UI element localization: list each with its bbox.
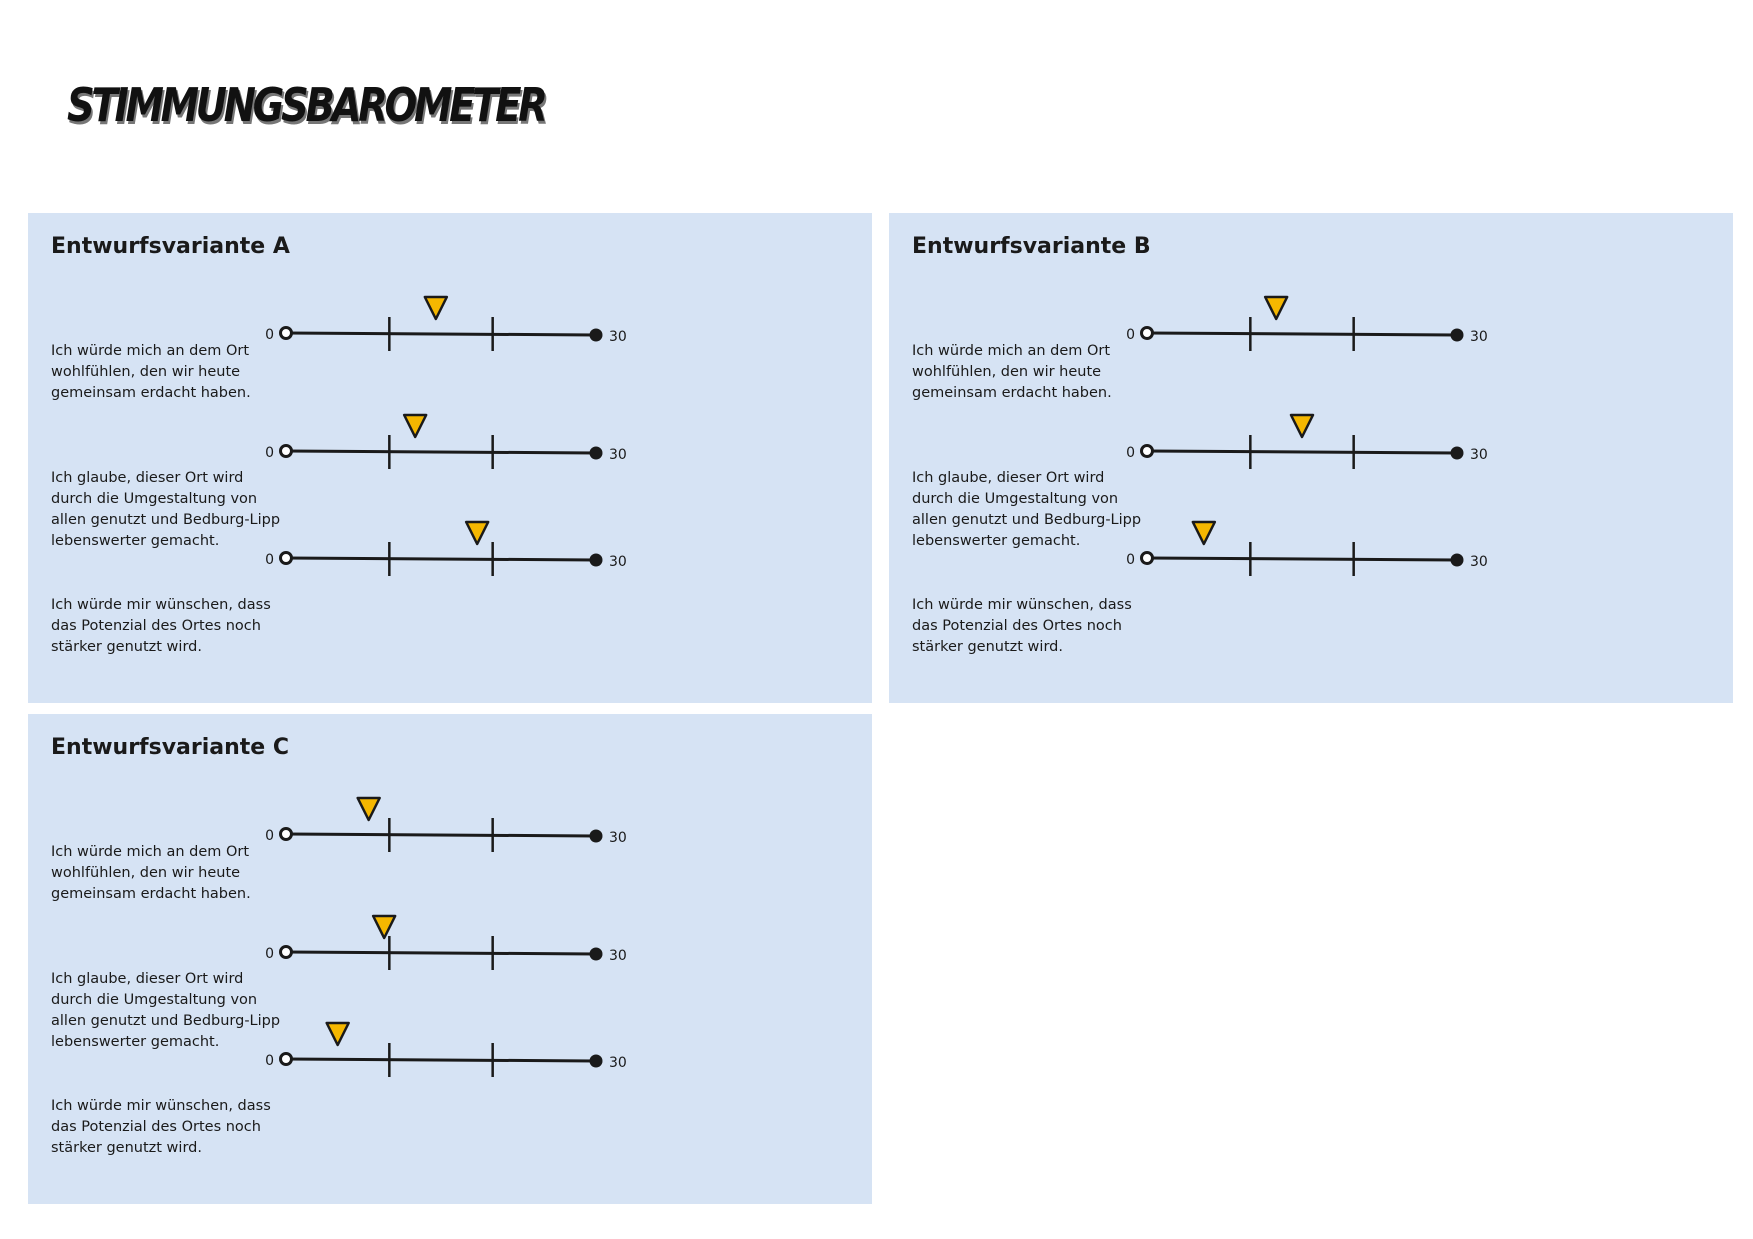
rating-marker bbox=[1291, 415, 1313, 437]
scale-start-dot bbox=[281, 829, 292, 840]
scale-start-dot bbox=[281, 328, 292, 339]
scale-end-dot bbox=[590, 830, 603, 843]
scale-start-dot bbox=[281, 553, 292, 564]
scale-min-label: 0 bbox=[1126, 445, 1135, 461]
scale-line bbox=[1147, 333, 1457, 335]
question-text: Ich würde mir wünschen, dass das Potenzial des Ortes noch stärker genutzt wird. bbox=[51, 597, 271, 655]
scale-start-dot bbox=[1142, 446, 1153, 457]
question-text: Ich würde mich an dem Ort wohlfühlen, den wir heute gemeinsam erdacht haben. bbox=[51, 844, 251, 902]
panel-title: Entwurfsvariante A bbox=[51, 234, 290, 259]
scale-max-label: 30 bbox=[609, 948, 627, 964]
scale-end-dot bbox=[590, 447, 603, 460]
scale-line bbox=[1147, 558, 1457, 560]
scale-max-label: 30 bbox=[609, 447, 627, 463]
rating-marker bbox=[404, 415, 426, 437]
panel-variant-a bbox=[28, 213, 872, 703]
rating-scales bbox=[28, 714, 872, 1204]
scale-max-label: 30 bbox=[1470, 554, 1488, 570]
scale-start-dot bbox=[1142, 328, 1153, 339]
scale-min-label: 0 bbox=[1126, 552, 1135, 568]
scale-min-label: 0 bbox=[265, 552, 274, 568]
scale-start-dot bbox=[281, 947, 292, 958]
panel-variant-b bbox=[889, 213, 1733, 703]
scale-end-dot bbox=[590, 948, 603, 961]
scale-max-label: 30 bbox=[609, 329, 627, 345]
scale-line bbox=[286, 834, 596, 836]
scale-min-label: 0 bbox=[265, 946, 274, 962]
scale-end-dot bbox=[1451, 554, 1464, 567]
scale-min-label: 0 bbox=[1126, 327, 1135, 343]
scale-min-label: 0 bbox=[265, 445, 274, 461]
scale-line bbox=[286, 952, 596, 954]
question-text: Ich würde mir wünschen, dass das Potenzial des Ortes noch stärker genutzt wird. bbox=[912, 597, 1132, 655]
question-text: Ich würde mich an dem Ort wohlfühlen, den wir heute gemeinsam erdacht haben. bbox=[51, 343, 251, 401]
scale-end-dot bbox=[590, 329, 603, 342]
scale-max-label: 30 bbox=[1470, 329, 1488, 345]
question-text: Ich würde mich an dem Ort wohlfühlen, den wir heute gemeinsam erdacht haben. bbox=[912, 343, 1112, 401]
scale-min-label: 0 bbox=[265, 327, 274, 343]
scale-line bbox=[286, 333, 596, 335]
scale-line bbox=[286, 558, 596, 560]
scale-end-dot bbox=[1451, 447, 1464, 460]
scale-start-dot bbox=[1142, 553, 1153, 564]
scale-max-label: 30 bbox=[609, 1055, 627, 1071]
question-text: Ich würde mir wünschen, dass das Potenzial des Ortes noch stärker genutzt wird. bbox=[51, 1098, 271, 1156]
rating-scales bbox=[889, 213, 1733, 703]
scale-end-dot bbox=[1451, 329, 1464, 342]
question-text: Ich glaube, dieser Ort wird durch die Umgestaltung von allen genutzt und Bedburg-Lipp lebenswerter gemacht. bbox=[912, 470, 1142, 549]
scale-line bbox=[1147, 451, 1457, 453]
scale-line bbox=[286, 451, 596, 453]
panel-title: Entwurfsvariante C bbox=[51, 735, 290, 760]
rating-marker bbox=[466, 522, 488, 544]
rating-marker bbox=[1193, 522, 1215, 544]
rating-marker bbox=[425, 297, 447, 319]
scale-max-label: 30 bbox=[609, 554, 627, 570]
scale-start-dot bbox=[281, 1054, 292, 1065]
rating-marker bbox=[358, 798, 380, 820]
scale-end-dot bbox=[590, 1055, 603, 1068]
scale-line bbox=[286, 1059, 596, 1061]
scale-min-label: 0 bbox=[265, 1053, 274, 1069]
panel-variant-c bbox=[28, 714, 872, 1204]
scale-end-dot bbox=[590, 554, 603, 567]
rating-marker bbox=[373, 916, 395, 938]
page-title: STIMMUNGSBAROMETER bbox=[67, 78, 545, 132]
scale-min-label: 0 bbox=[265, 828, 274, 844]
scale-max-label: 30 bbox=[609, 830, 627, 846]
question-text: Ich glaube, dieser Ort wird durch die Umgestaltung von allen genutzt und Bedburg-Lipp lebenswerter gemacht. bbox=[51, 470, 281, 549]
question-text: Ich glaube, dieser Ort wird durch die Umgestaltung von allen genutzt und Bedburg-Lipp lebenswerter gemacht. bbox=[51, 971, 281, 1050]
rating-scales bbox=[28, 213, 872, 703]
scale-max-label: 30 bbox=[1470, 447, 1488, 463]
rating-marker bbox=[327, 1023, 349, 1045]
rating-marker bbox=[1265, 297, 1287, 319]
scale-start-dot bbox=[281, 446, 292, 457]
panel-title: Entwurfsvariante B bbox=[912, 234, 1151, 259]
